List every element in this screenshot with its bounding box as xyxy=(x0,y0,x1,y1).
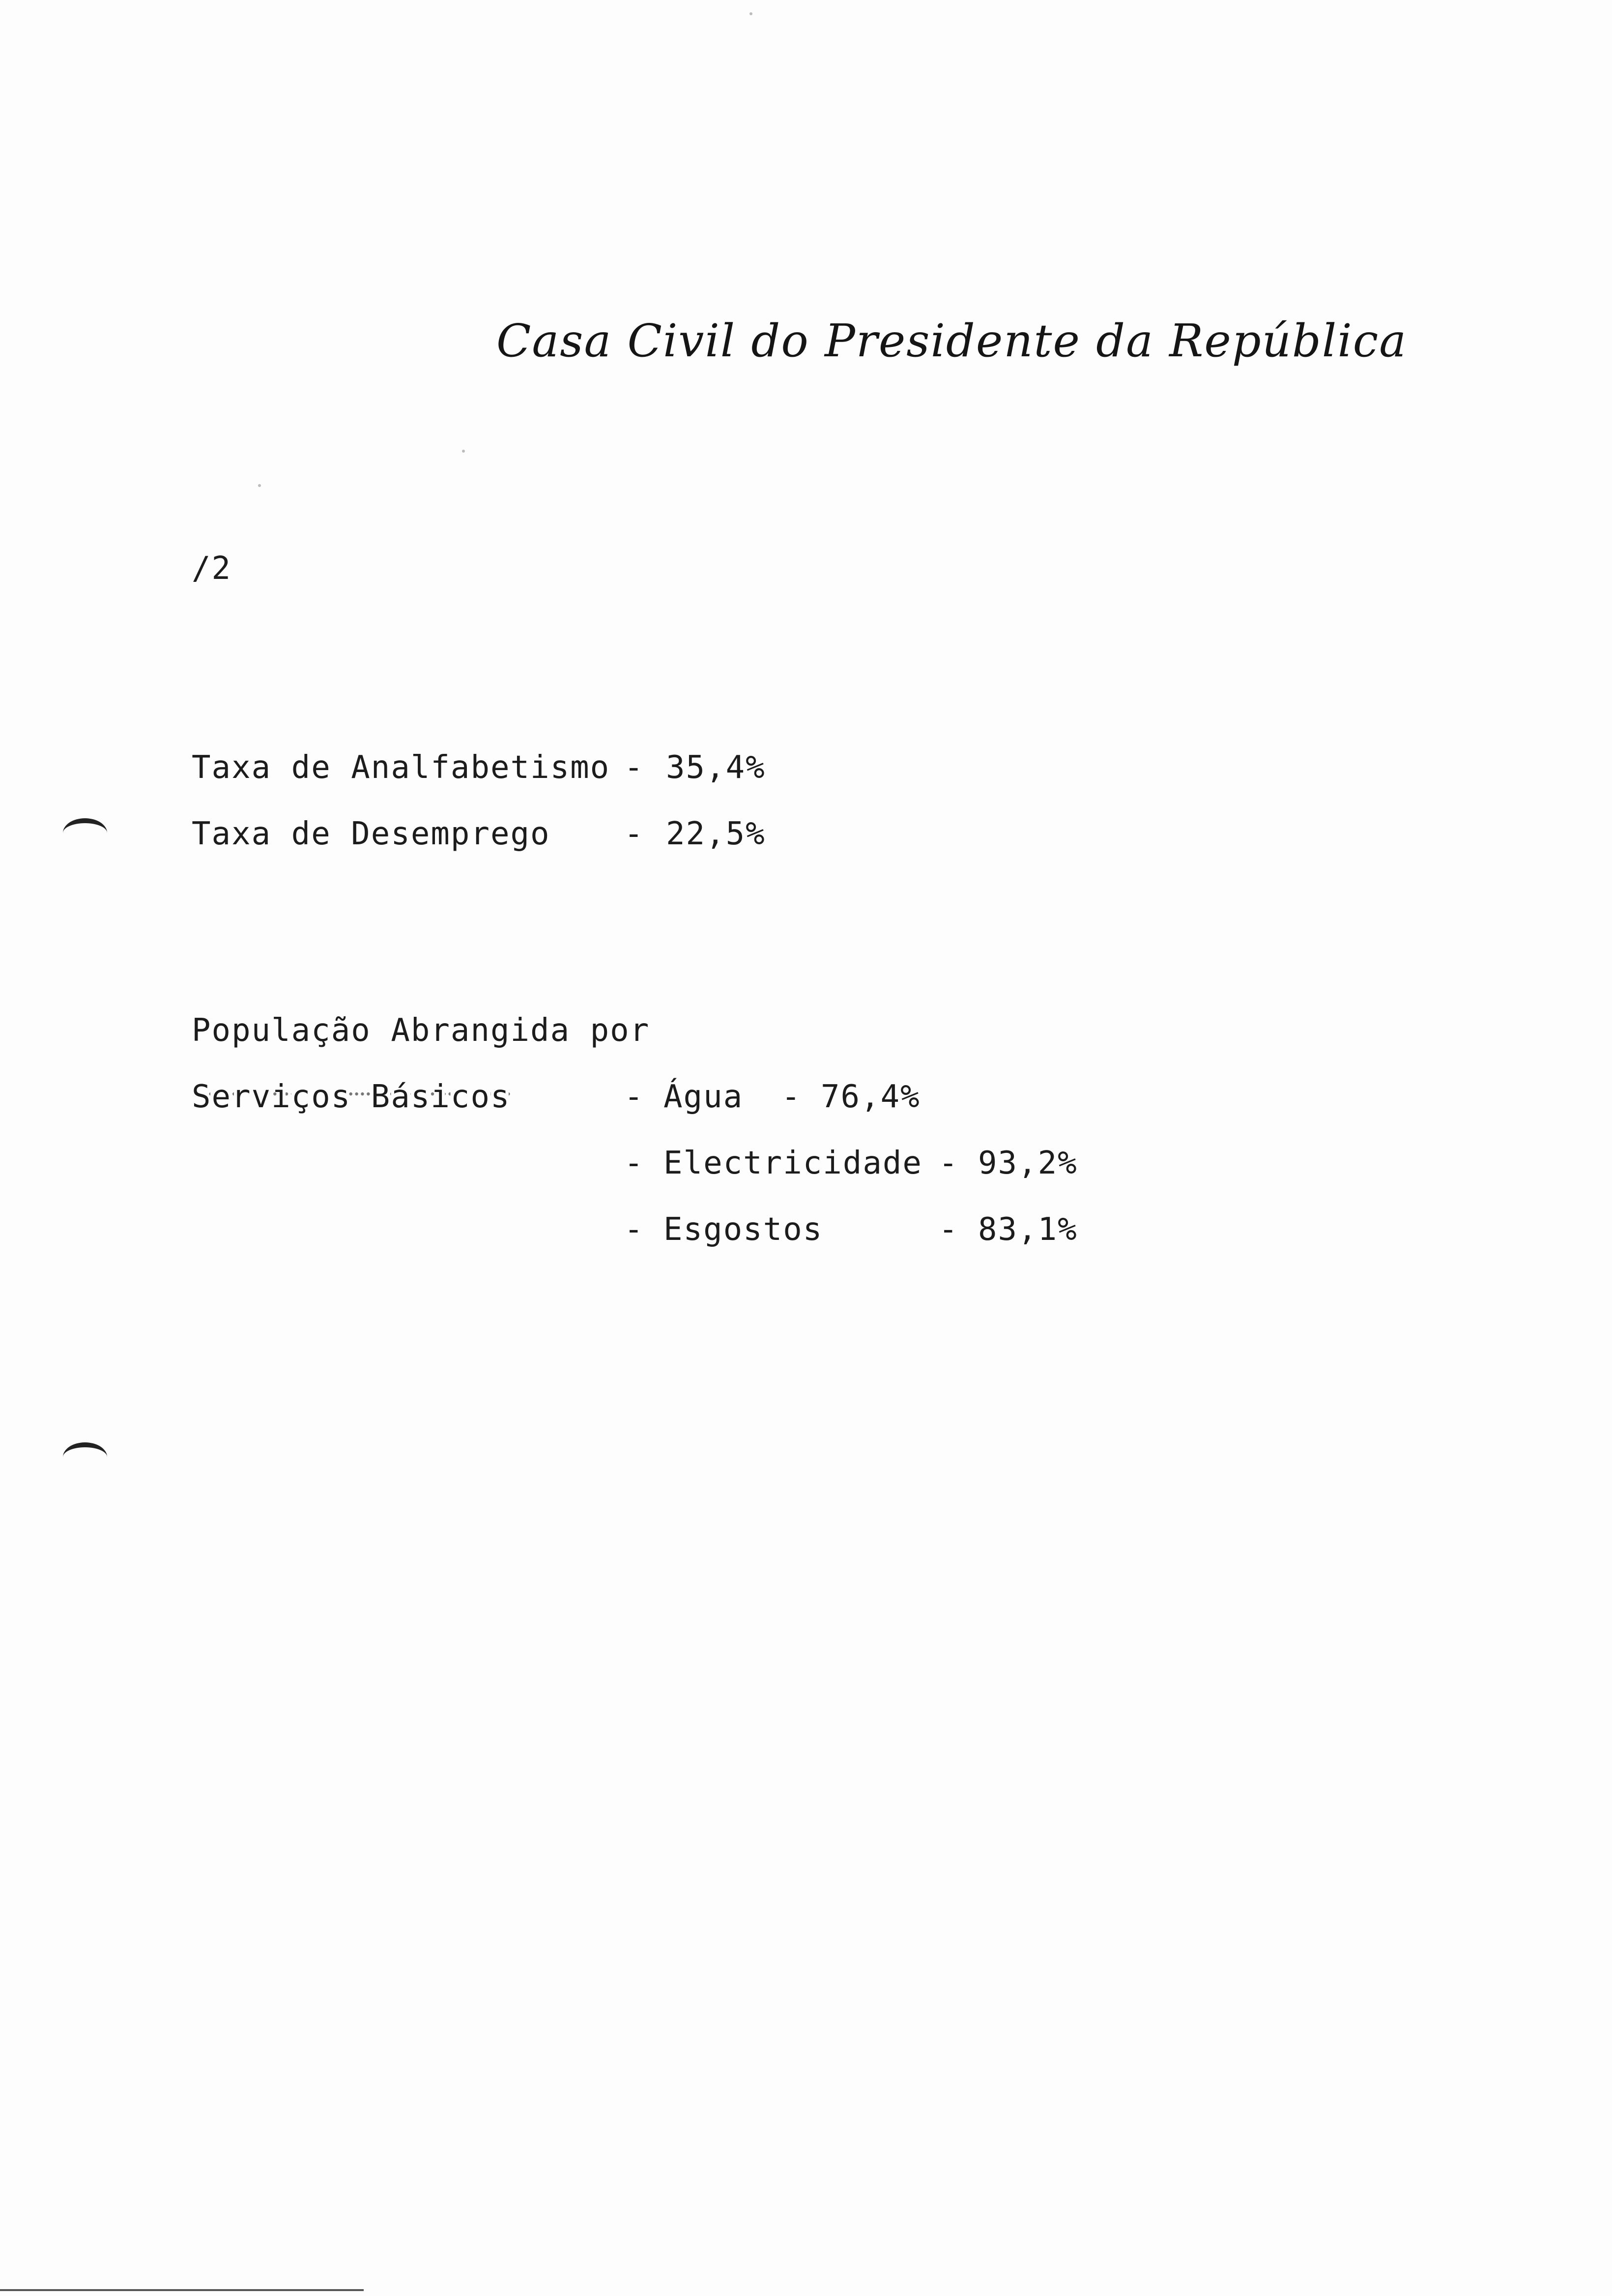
service-dash: - xyxy=(781,1079,802,1115)
stat-dash: - xyxy=(624,749,644,786)
service-dash: - xyxy=(624,1079,644,1115)
service-dash: - xyxy=(624,1211,644,1248)
service-row-sewage xyxy=(624,1211,1078,1430)
scan-speck xyxy=(462,450,465,453)
service-value: 93,2% xyxy=(978,1145,1078,1181)
service-value: 76,4% xyxy=(821,1079,921,1115)
services-label: Serviços Básicos xyxy=(192,1079,511,1115)
scan-speck xyxy=(749,12,752,15)
service-name: Esgostos xyxy=(663,1211,823,1248)
service-value: 83,1% xyxy=(978,1211,1078,1248)
stat-value: 22,5% xyxy=(666,816,766,852)
letterhead: Casa Civil do Presidente da República xyxy=(496,315,1408,367)
stat-label: Taxa de Desemprego xyxy=(192,816,550,852)
bottom-rule xyxy=(0,2289,364,2291)
stat-value: 35,4% xyxy=(666,749,766,786)
services-heading: População Abrangida por xyxy=(192,1012,650,1049)
stat-label: Taxa de Analfabetismo xyxy=(192,749,610,786)
service-dash: - xyxy=(939,1211,959,1248)
scan-speck xyxy=(258,484,261,487)
service-dash: - xyxy=(624,1145,644,1181)
service-name: Água xyxy=(663,1079,744,1115)
stat-dash: - xyxy=(624,816,644,852)
punch-hole-mark xyxy=(63,818,107,848)
stat-row-unemployment xyxy=(192,816,766,998)
service-name: Electricidade xyxy=(663,1145,922,1181)
page-number: /2 xyxy=(192,550,232,587)
punch-hole-mark xyxy=(63,1442,107,1472)
service-dash: - xyxy=(939,1145,959,1181)
